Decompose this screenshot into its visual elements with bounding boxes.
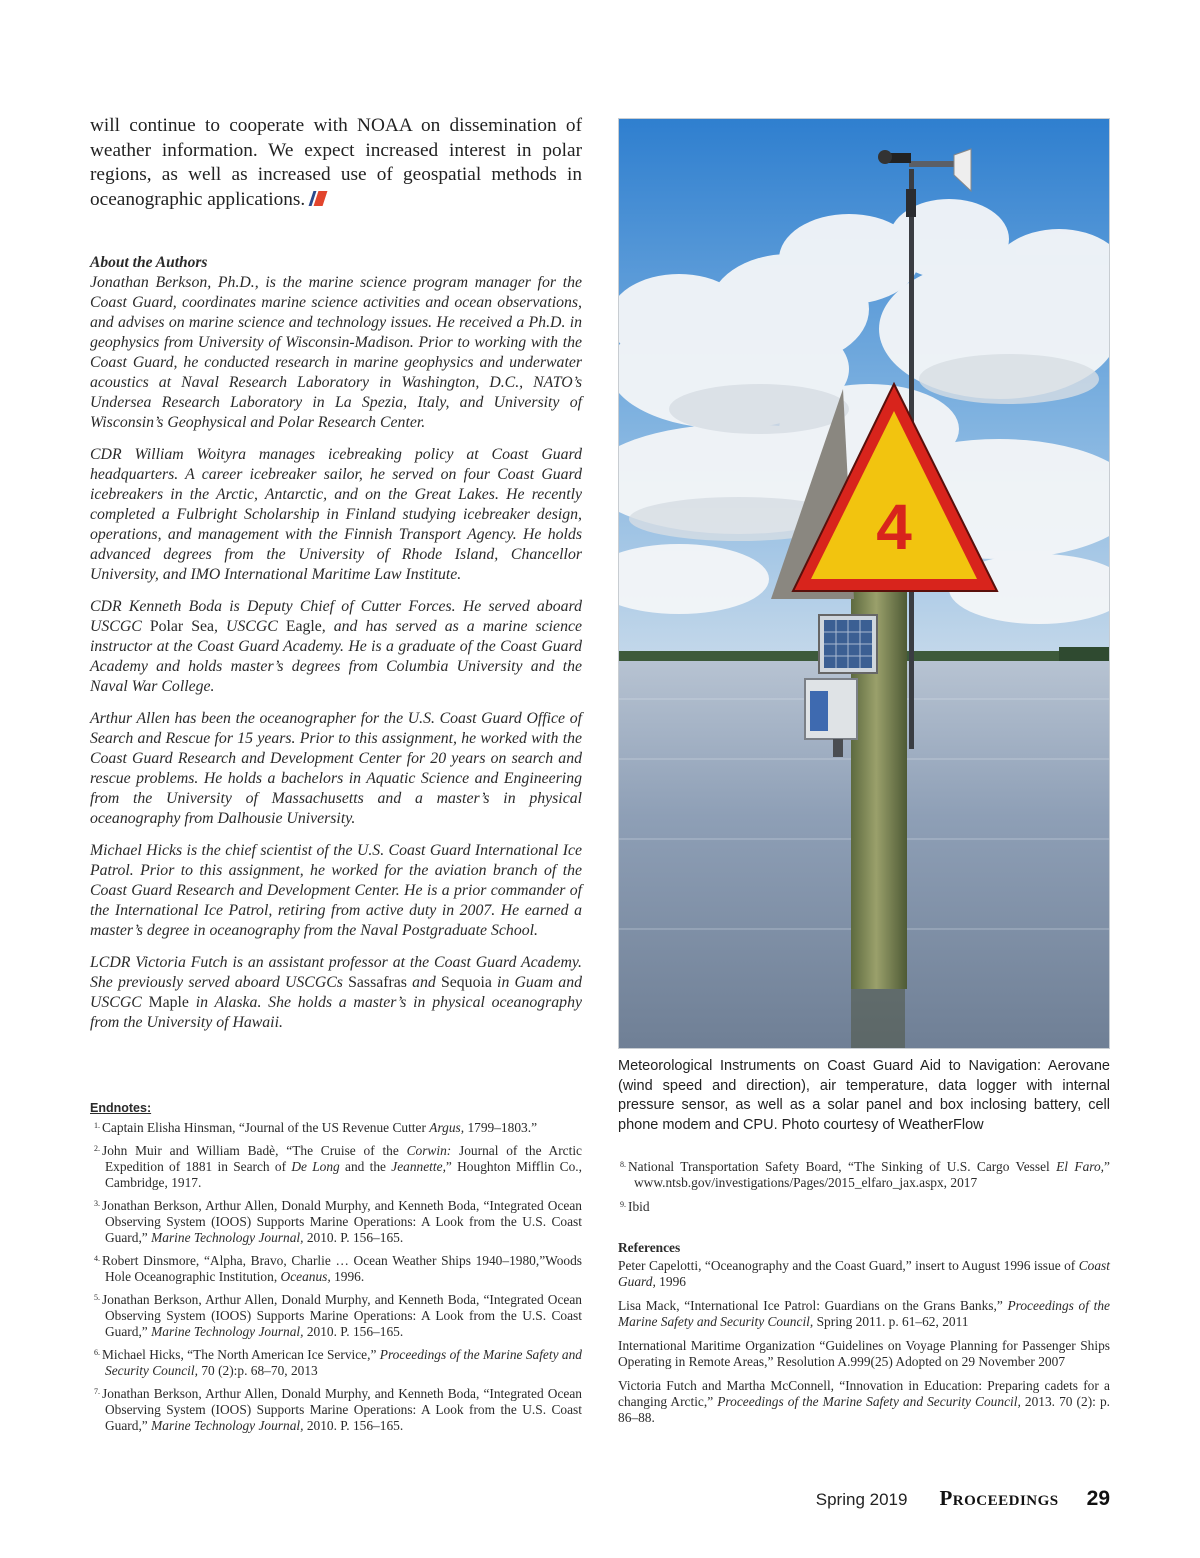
- footer-issue-date: Spring 2019: [815, 1490, 908, 1509]
- left-column: [90, 114, 582, 1045]
- about-authors-heading: About the Authors: [90, 254, 208, 271]
- endnote-item: $^{6.}$ Michael Hicks, “The North American Ice Service,” Proceedings of the Marine Safety and Security Council, 70 (2):p. 68–70, 2013: [94, 1347, 582, 1378]
- reference-item: Victoria Futch and Martha McConnell, “Innovation in Education: Preparing cadets for a changing Arctic,” Proceedings of the Marine Safety and Security Council, 2013. 70 (2): p. 86–88.: [618, 1378, 1110, 1425]
- photo-caption: Meteorological Instruments on Coast Guard Aid to Navigation: Aerovane (wind speed and direction), air temperature, data logger with internal pressure sensor, as well as a solar panel and box inclosing battery, cell phone modem and CPU. Photo courtesy of WeatherFlow: [618, 1058, 1110, 1133]
- endnote-item: $^{9.}$ Ibid: [620, 1199, 650, 1214]
- reference-item: Lisa Mack, “International Ice Patrol: Guardians on the Grans Banks,” Proceedings of the Marine Safety and Security Council, Spring 2011. p. 61–62, 2011: [618, 1298, 1110, 1329]
- endnote-item: $^{5.}$ Jonathan Berkson, Arthur Allen, Donald Murphy, and Kenneth Boda, “Integrated Ocean Observing System (IOOS) Supports Marine Operations: A Look from the U.S. Coast Guard,” Marine Technology Journal, 2010. P. 156–165.: [94, 1292, 582, 1339]
- bio-boda: CDR Kenneth Boda is Deputy Chief of Cutter Forces. He served aboard USCGC Polar Sea, USCGC Eagle, and has served as a marine science instructor at the Coast Guard Academy. He is a graduate of the Coast Guard Academy and holds master’s degrees from Columbia University and the Naval War College.: [90, 598, 582, 695]
- bio-futch: LCDR Victoria Futch is an assistant professor at the Coast Guard Academy. She previously served aboard USCGCs Sassafras and Sequoia in Guam and USCGC Maple in Alaska. She holds a master’s in physical oceanography from the University of Hawaii.: [90, 954, 582, 1031]
- ship-name: Sassafras: [348, 974, 407, 991]
- endnotes-heading: Endnotes:: [90, 1101, 152, 1115]
- bio-hicks: Michael Hicks is the chief scientist of the U.S. Coast Guard International Ice Patrol. Prior to this assignment, he worked for the aviation branch of the Coast Guard Research and Development Center. He is a prior commander of the International Ice Patrol, retiring from active duty in 2007. He earned a master’s degree in oceanography from the Naval Postgraduate School.: [90, 842, 582, 939]
- endnotes-section: [90, 1100, 582, 1439]
- page-footer: [816, 1486, 1110, 1516]
- ship-name: Maple: [148, 994, 189, 1011]
- ship-name: Polar Sea: [149, 618, 215, 635]
- ship-name: Eagle: [285, 618, 322, 635]
- sign-number: 4: [876, 491, 912, 563]
- endnote-item: $^{8.}$ National Transportation Safety Board, “The Sinking of U.S. Cargo Vessel El Faro,” www.ntsb.gov/investigations/Pages/2015_elfaro_jax.aspx, 2017: [620, 1159, 1110, 1190]
- endnote-item: $^{2.}$ John Muir and William Badè, “The Cruise of the Corwin: Journal of the Arctic Expedition of 1881 in Search of De Long and the Jeannette,” Houghton Mifflin Co., Cambridge, 1917.: [94, 1143, 582, 1190]
- bio-berkson: Jonathan Berkson, Ph.D., is the marine science program manager for the Coast Guard, coordinates marine science activities and ocean observations, and advises on marine science and technology issues. He received a Ph.D. in geophysics from University of Wisconsin-Madison. Prior to working with the Coast Guard, he conducted research in marine geophysics and underwater acoustics at Naval Research Laboratory in Washington, D.C., NATO’s Undersea Research Laboratory in La Spezia, Italy, and University of Wisconsin’s Geophysical and Polar Research Center.: [90, 274, 582, 431]
- reference-item: Peter Capelotti, “Oceanography and the Coast Guard,” insert to August 1996 issue of Coast Guard, 1996: [618, 1258, 1110, 1289]
- endnote-item: $^{3.}$ Jonathan Berkson, Arthur Allen, Donald Murphy, and Kenneth Boda, “Integrated Ocean Observing System (IOOS) Supports Marine Operations: A Look from the U.S. Coast Guard,” Marine Technology Journal, 2010. P. 156–165.: [94, 1198, 582, 1245]
- photo-navigation-aid: [618, 118, 1110, 1049]
- references-heading: References: [618, 1240, 681, 1255]
- end-mark-icon: [309, 191, 325, 206]
- bio-allen: Arthur Allen has been the oceanographer for the U.S. Coast Guard Office of Search and Rescue for 15 years. Prior to this assignment, he worked with the Coast Guard Research and Development Center for 20 years on search and rescue problems. He holds a bachelors in Aquatic Science and Engineering from the University of Massachusetts and a master’s in physical oceanography from Dalhousie University.: [90, 710, 582, 827]
- ship-name: Sequoia: [440, 974, 492, 991]
- endnote-item: $^{1.}$ Captain Elisha Hinsman, “Journal of the US Revenue Cutter Argus, 1799–1803.”: [94, 1120, 538, 1135]
- references-section: [618, 1239, 1110, 1434]
- endnote-item: $^{4.}$ Robert Dinsmore, “Alpha, Bravo, Charlie … Ocean Weather Ships 1940–1980,”Woods Hole Oceanographic Institution, Oceanus, 1996.: [94, 1253, 582, 1284]
- footer-publication-name: Proceedings: [939, 1486, 1059, 1510]
- intro-paragraph: will continue to cooperate with NOAA on dissemination of weather information. We expect increased interest in polar regions, as well as increased use of geospatial methods in oceanographic applications.: [90, 115, 582, 210]
- page-number: 29: [1086, 1487, 1110, 1510]
- endnotes-continued: [618, 1157, 1110, 1221]
- endnote-item: $^{7.}$ Jonathan Berkson, Arthur Allen, Donald Murphy, and Kenneth Boda, “Integrated Ocean Observing System (IOOS) Supports Marine Operations: A Look from the U.S. Coast Guard,” Marine Technology Journal, 2010. P. 156–165.: [94, 1386, 582, 1433]
- reference-item: International Maritime Organization “Guidelines on Voyage Planning for Passenger Ships Operating in Remote Areas,” Resolution A.999(25) Adopted on 29 November 2007: [618, 1338, 1110, 1369]
- bio-woityra: CDR William Woityra manages icebreaking policy at Coast Guard headquarters. A career icebreaker sailor, he served on four Coast Guard icebreakers in the Arctic, Antarctic, and on the Great Lakes. He recently completed a Fulbright Scholarship in Finland studying icebreaker design, operations, and management with the Finnish Transport Agency. He holds advanced degrees from the University of Rhode Island, Chancellor University, and IMO International Maritime Law Institute.: [90, 446, 582, 583]
